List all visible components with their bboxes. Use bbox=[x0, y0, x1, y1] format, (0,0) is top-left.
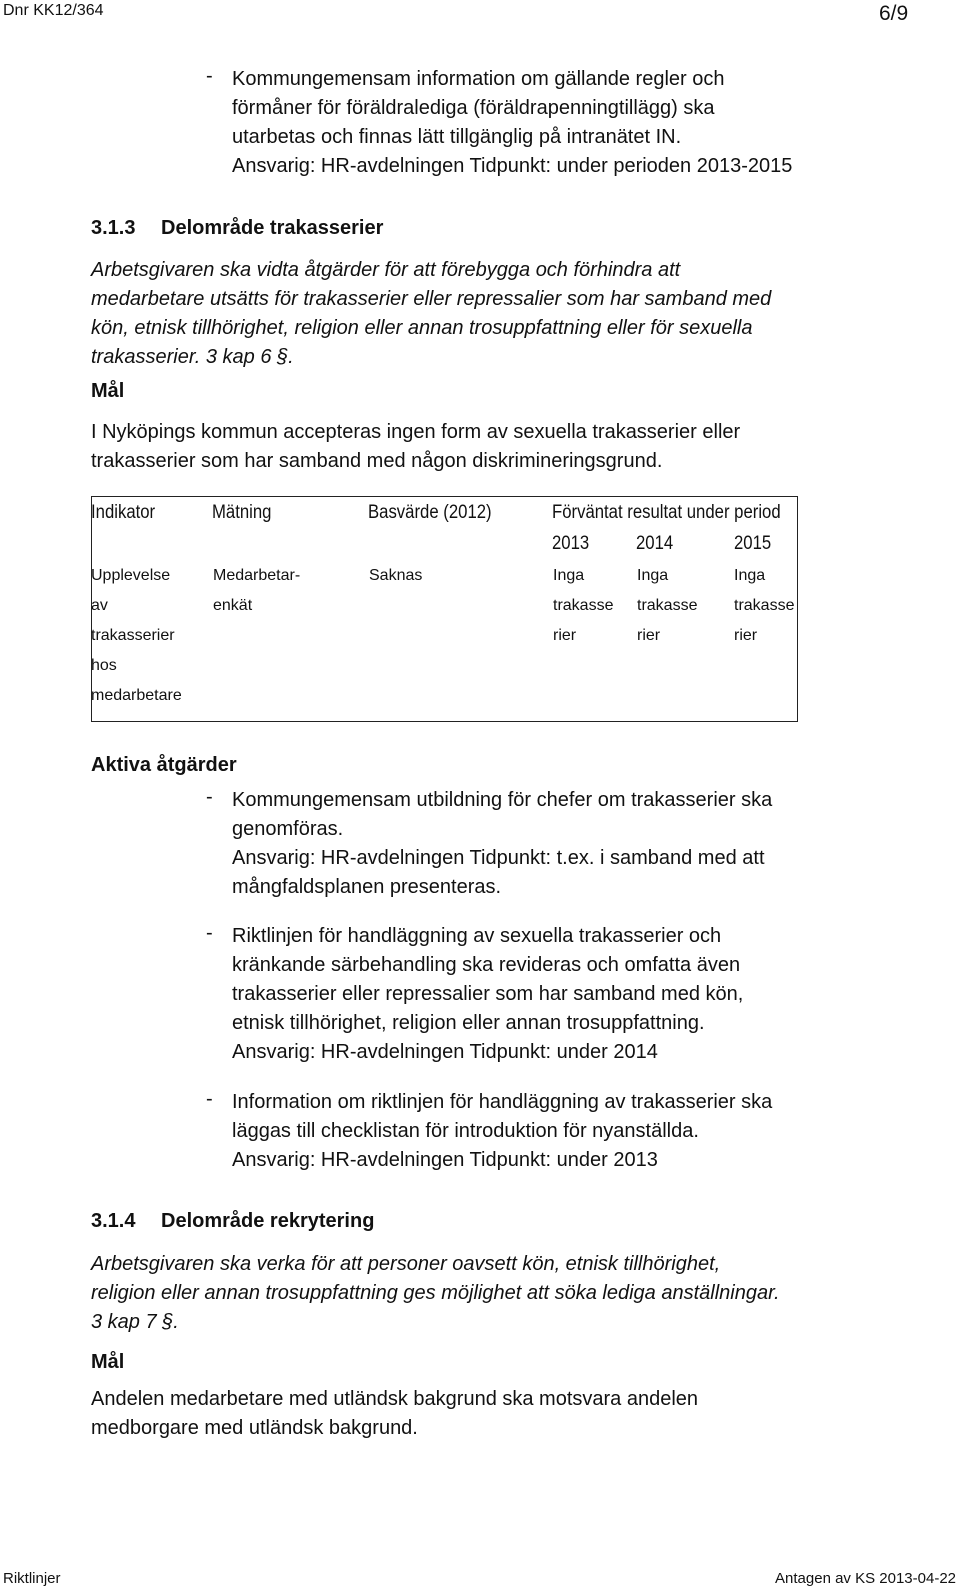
document-number: Dnr KK12/364 bbox=[3, 2, 104, 19]
section-body bbox=[91, 256, 771, 372]
cell-measurement bbox=[213, 561, 300, 621]
text-line: Riktlinjen för handläggning av sexuella trakasserier och bbox=[232, 925, 722, 947]
text-line: kränkande särbehandling ska revideras och omfatta även bbox=[232, 954, 741, 976]
goal-text bbox=[91, 418, 740, 476]
footer-left: Riktlinjer bbox=[3, 1570, 61, 1587]
header-year: 2013 bbox=[552, 533, 590, 554]
cell-line: trakasse bbox=[734, 597, 795, 614]
table-border-right bbox=[797, 496, 798, 722]
header-year: 2015 bbox=[734, 533, 772, 554]
text-line: Information om riktlinjen för handläggning av trakasserier ska bbox=[232, 1091, 773, 1113]
text-line: utarbetas och finnas lätt tillgänglig på intranätet IN. bbox=[232, 126, 682, 148]
page-number: 6/9 bbox=[879, 2, 909, 25]
action-item bbox=[232, 1088, 772, 1175]
bullet-dash: - bbox=[206, 1088, 213, 1110]
cell-line: rier bbox=[734, 627, 758, 644]
text-line: Kommungemensam information om gällande regler och bbox=[232, 68, 725, 90]
cell-indicator bbox=[91, 561, 182, 711]
cell-result-2015 bbox=[734, 561, 794, 651]
text-line: Ansvarig: HR-avdelningen Tidpunkt: under 2014 bbox=[232, 1041, 658, 1063]
cell-line: Upplevelse bbox=[91, 567, 171, 584]
cell-baseline: Saknas bbox=[369, 567, 423, 584]
section-number: 3.1.3 bbox=[91, 217, 136, 239]
header-baseline: Basvärde (2012) bbox=[368, 502, 492, 523]
text-line: Arbetsgivaren ska vidta åtgärder för att förebygga och förhindra att bbox=[91, 259, 681, 281]
actions-heading: Aktiva åtgärder bbox=[91, 754, 237, 776]
cell-line: Inga bbox=[553, 567, 585, 584]
text-line: medarbetare utsätts för trakasserier eller repressalier som har samband med bbox=[91, 288, 772, 310]
text-line: I Nyköpings kommun accepteras ingen form av sexuella trakasserier eller bbox=[91, 421, 741, 443]
text-line: religion eller annan trosuppfattning ges möjlighet att söka lediga anställningar. bbox=[91, 1282, 780, 1304]
section-title: Delområde trakasserier bbox=[161, 217, 384, 239]
text-line: trakasserier som har samband med någon diskrimineringsgrund. bbox=[91, 450, 663, 472]
text-line: genomföras. bbox=[232, 818, 344, 840]
text-line: Ansvarig: HR-avdelningen Tidpunkt: under perioden 2013-2015 bbox=[232, 155, 793, 177]
cell-line: trakasse bbox=[553, 597, 614, 614]
cell-line: enkät bbox=[213, 597, 253, 614]
text-line: läggas till checklistan för introduktion för nyanställda. bbox=[232, 1120, 699, 1142]
section-title: Delområde rekrytering bbox=[161, 1210, 375, 1232]
goal-heading: Mål bbox=[91, 380, 125, 402]
cell-line: medarbetare bbox=[91, 687, 182, 704]
header-indicator: Indikator bbox=[91, 502, 156, 523]
bullet-dash: - bbox=[206, 786, 213, 808]
cell-line: Inga bbox=[734, 567, 766, 584]
bullet-dash: - bbox=[206, 65, 213, 87]
cell-line: trakasserier bbox=[91, 627, 175, 644]
action-item bbox=[232, 922, 743, 1067]
cell-result-2013 bbox=[553, 561, 613, 651]
text-line: kön, etnisk tillhörighet, religion eller annan trosuppfattning eller för sexuella bbox=[91, 317, 753, 339]
text-line: Arbetsgivaren ska verka för att personer oavsett kön, etnisk tillhörighet, bbox=[91, 1253, 721, 1275]
header-year: 2014 bbox=[636, 533, 674, 554]
cell-line: av bbox=[91, 597, 108, 614]
text-line: medborgare med utländsk bakgrund. bbox=[91, 1417, 418, 1439]
text-line: förmåner för föräldralediga (föräldrapenningtillägg) ska bbox=[232, 97, 715, 119]
indicator-table bbox=[91, 496, 798, 722]
text-line: Ansvarig: HR-avdelningen Tidpunkt: under 2013 bbox=[232, 1149, 658, 1171]
section-number: 3.1.4 bbox=[91, 1210, 136, 1232]
text-line: mångfaldsplanen presenteras. bbox=[232, 876, 502, 898]
intro-bullet bbox=[232, 65, 792, 181]
cell-line: rier bbox=[553, 627, 577, 644]
text-line: Ansvarig: HR-avdelningen Tidpunkt: t.ex. i samband med att bbox=[232, 847, 765, 869]
header-measurement: Mätning bbox=[212, 502, 272, 523]
text-line: Andelen medarbetare med utländsk bakgrund ska motsvara andelen bbox=[91, 1388, 699, 1410]
text-line: Kommungemensam utbildning för chefer om trakasserier ska bbox=[232, 789, 773, 811]
action-item bbox=[232, 786, 772, 902]
text-line: etnisk tillhörighet, religion eller annan trosuppfattning. bbox=[232, 1012, 705, 1034]
text-line: 3 kap 7 §. bbox=[91, 1311, 179, 1333]
header-expected: Förväntat resultat under period bbox=[552, 502, 781, 523]
table-border-bottom bbox=[91, 721, 798, 722]
goal-text bbox=[91, 1385, 698, 1443]
cell-line: hos bbox=[91, 657, 117, 674]
cell-result-2014 bbox=[637, 561, 697, 651]
section-body bbox=[91, 1250, 780, 1337]
cell-line: Medarbetar- bbox=[213, 567, 301, 584]
text-line: trakasserier. 3 kap 6 §. bbox=[91, 346, 294, 368]
text-line: trakasserier eller repressalier som har samband med kön, bbox=[232, 983, 744, 1005]
cell-line: trakasse bbox=[637, 597, 698, 614]
cell-line: rier bbox=[637, 627, 661, 644]
goal-heading: Mål bbox=[91, 1351, 125, 1373]
bullet-dash: - bbox=[206, 922, 213, 944]
table-border-top bbox=[91, 496, 798, 497]
cell-line: Inga bbox=[637, 567, 669, 584]
footer-right: Antagen av KS 2013-04-22 bbox=[775, 1570, 956, 1587]
